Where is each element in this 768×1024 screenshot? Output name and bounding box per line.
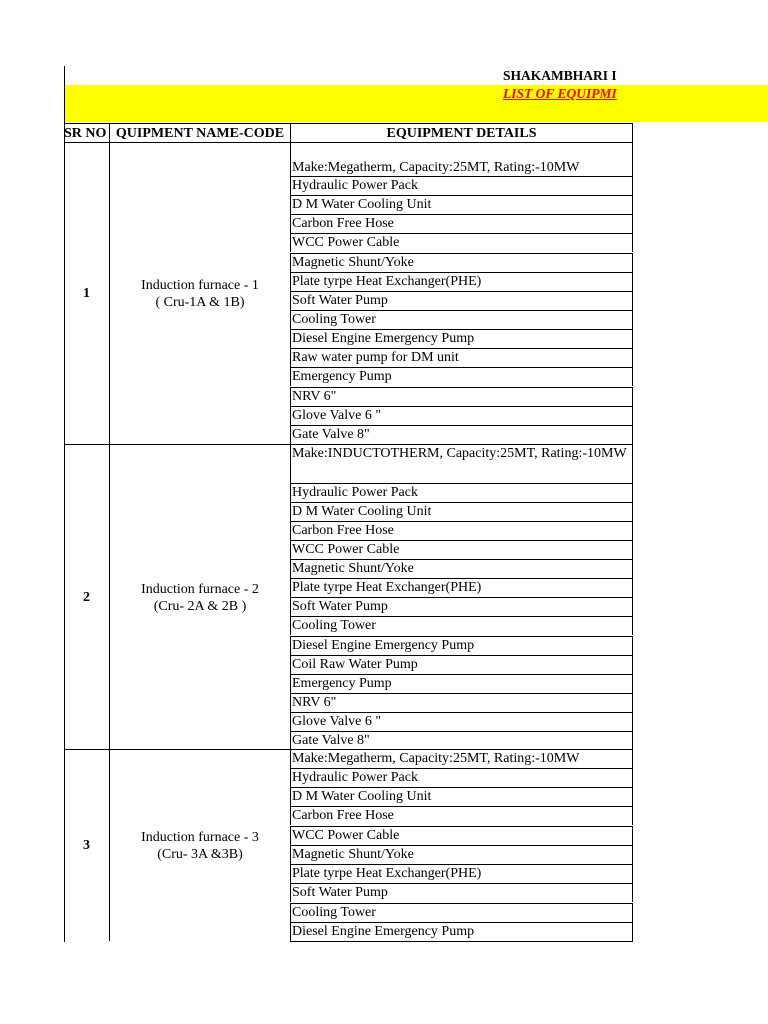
list-title: LIST OF EQUIPMI [503,86,617,101]
column-header-equipment-details: EQUIPMENT DETAILS [290,123,633,142]
sr-number: 3 [83,838,90,853]
equipment-detail-cell: WCC Power Cable [290,233,633,252]
title-highlight-band [65,85,768,122]
sr-number: 1 [83,286,90,301]
equipment-detail-cell: Soft Water Pump [290,597,633,616]
equipment-detail-cell: Glove Valve 6 " [290,406,633,425]
equipment-detail-cell: Plate tyrpe Heat Exchanger(PHE) [290,578,633,597]
equipment-name: Induction furnace - 2 (Cru- 2A & 2B ) [141,581,259,614]
equipment-detail-cell: WCC Power Cable [290,826,633,845]
equipment-detail-cell: Diesel Engine Emergency Pump [290,636,633,655]
equipment-detail-cell: Make:Megatherm, Capacity:25MT, Rating:-10MW [290,749,633,768]
equipment-detail-cell: Diesel Engine Emergency Pump [290,922,633,941]
equipment-detail-cell: NRV 6" [290,387,633,406]
equipment-detail-cell: D M Water Cooling Unit [290,787,633,806]
equipment-name: Induction furnace - 1 ( Cru-1A & 1B) [141,277,259,310]
column-header-equipment-name: QUIPMENT NAME-CODE [109,123,290,142]
equipment-detail-cell: Make:INDUCTOTHERM, Capacity:25MT, Rating:-10MW [290,444,633,483]
equipment-detail-cell: Glove Valve 6 " [290,712,633,731]
equipment-detail-cell: Emergency Pump [290,367,633,386]
equipment-detail-cell: Magnetic Shunt/Yoke [290,253,633,272]
equipment-detail-cell: Hydraulic Power Pack [290,483,633,502]
equipment-detail-cell: Gate Valve 8" [290,731,633,750]
equipment-detail-cell: Coil Raw Water Pump [290,655,633,674]
equipment-name-cell [109,444,290,750]
equipment-detail-cell: Hydraulic Power Pack [290,768,633,787]
equipment-detail-cell: Raw water pump for DM unit [290,348,633,367]
sr-number-cell [64,444,109,750]
equipment-detail-cell: Make:Megatherm, Capacity:25MT, Rating:-10MW [290,142,633,176]
equipment-name-cell [109,142,290,444]
column-header-sr-no: SR NO [64,123,109,142]
equipment-detail-cell: Plate tyrpe Heat Exchanger(PHE) [290,272,633,291]
equipment-detail-cell: Carbon Free Hose [290,521,633,540]
equipment-detail-cell: Plate tyrpe Heat Exchanger(PHE) [290,864,633,883]
equipment-detail-cell: Gate Valve 8" [290,425,633,444]
sr-number-cell [64,142,109,444]
equipment-detail-cell: Cooling Tower [290,903,633,922]
equipment-detail-cell: Cooling Tower [290,310,633,329]
equipment-name-cell [109,749,290,941]
equipment-detail-cell: D M Water Cooling Unit [290,502,633,521]
sr-number-cell [64,749,109,941]
equipment-detail-cell: Carbon Free Hose [290,214,633,233]
equipment-detail-cell: Magnetic Shunt/Yoke [290,845,633,864]
equipment-detail-cell: Magnetic Shunt/Yoke [290,559,633,578]
equipment-detail-cell: WCC Power Cable [290,540,633,559]
equipment-detail-cell: Cooling Tower [290,616,633,635]
equipment-detail-cell: Carbon Free Hose [290,806,633,825]
equipment-detail-cell: Soft Water Pump [290,883,633,902]
table-bottom-border [290,941,633,942]
equipment-detail-cell: D M Water Cooling Unit [290,195,633,214]
equipment-detail-cell: Soft Water Pump [290,291,633,310]
company-title: SHAKAMBHARI I [503,68,617,83]
sr-number: 2 [83,590,90,605]
equipment-detail-cell: Hydraulic Power Pack [290,176,633,195]
equipment-detail-cell: Emergency Pump [290,674,633,693]
equipment-detail-cell: NRV 6" [290,693,633,712]
equipment-name: Induction furnace - 3 (Cru- 3A &3B) [141,829,259,862]
equipment-detail-cell: Diesel Engine Emergency Pump [290,329,633,348]
